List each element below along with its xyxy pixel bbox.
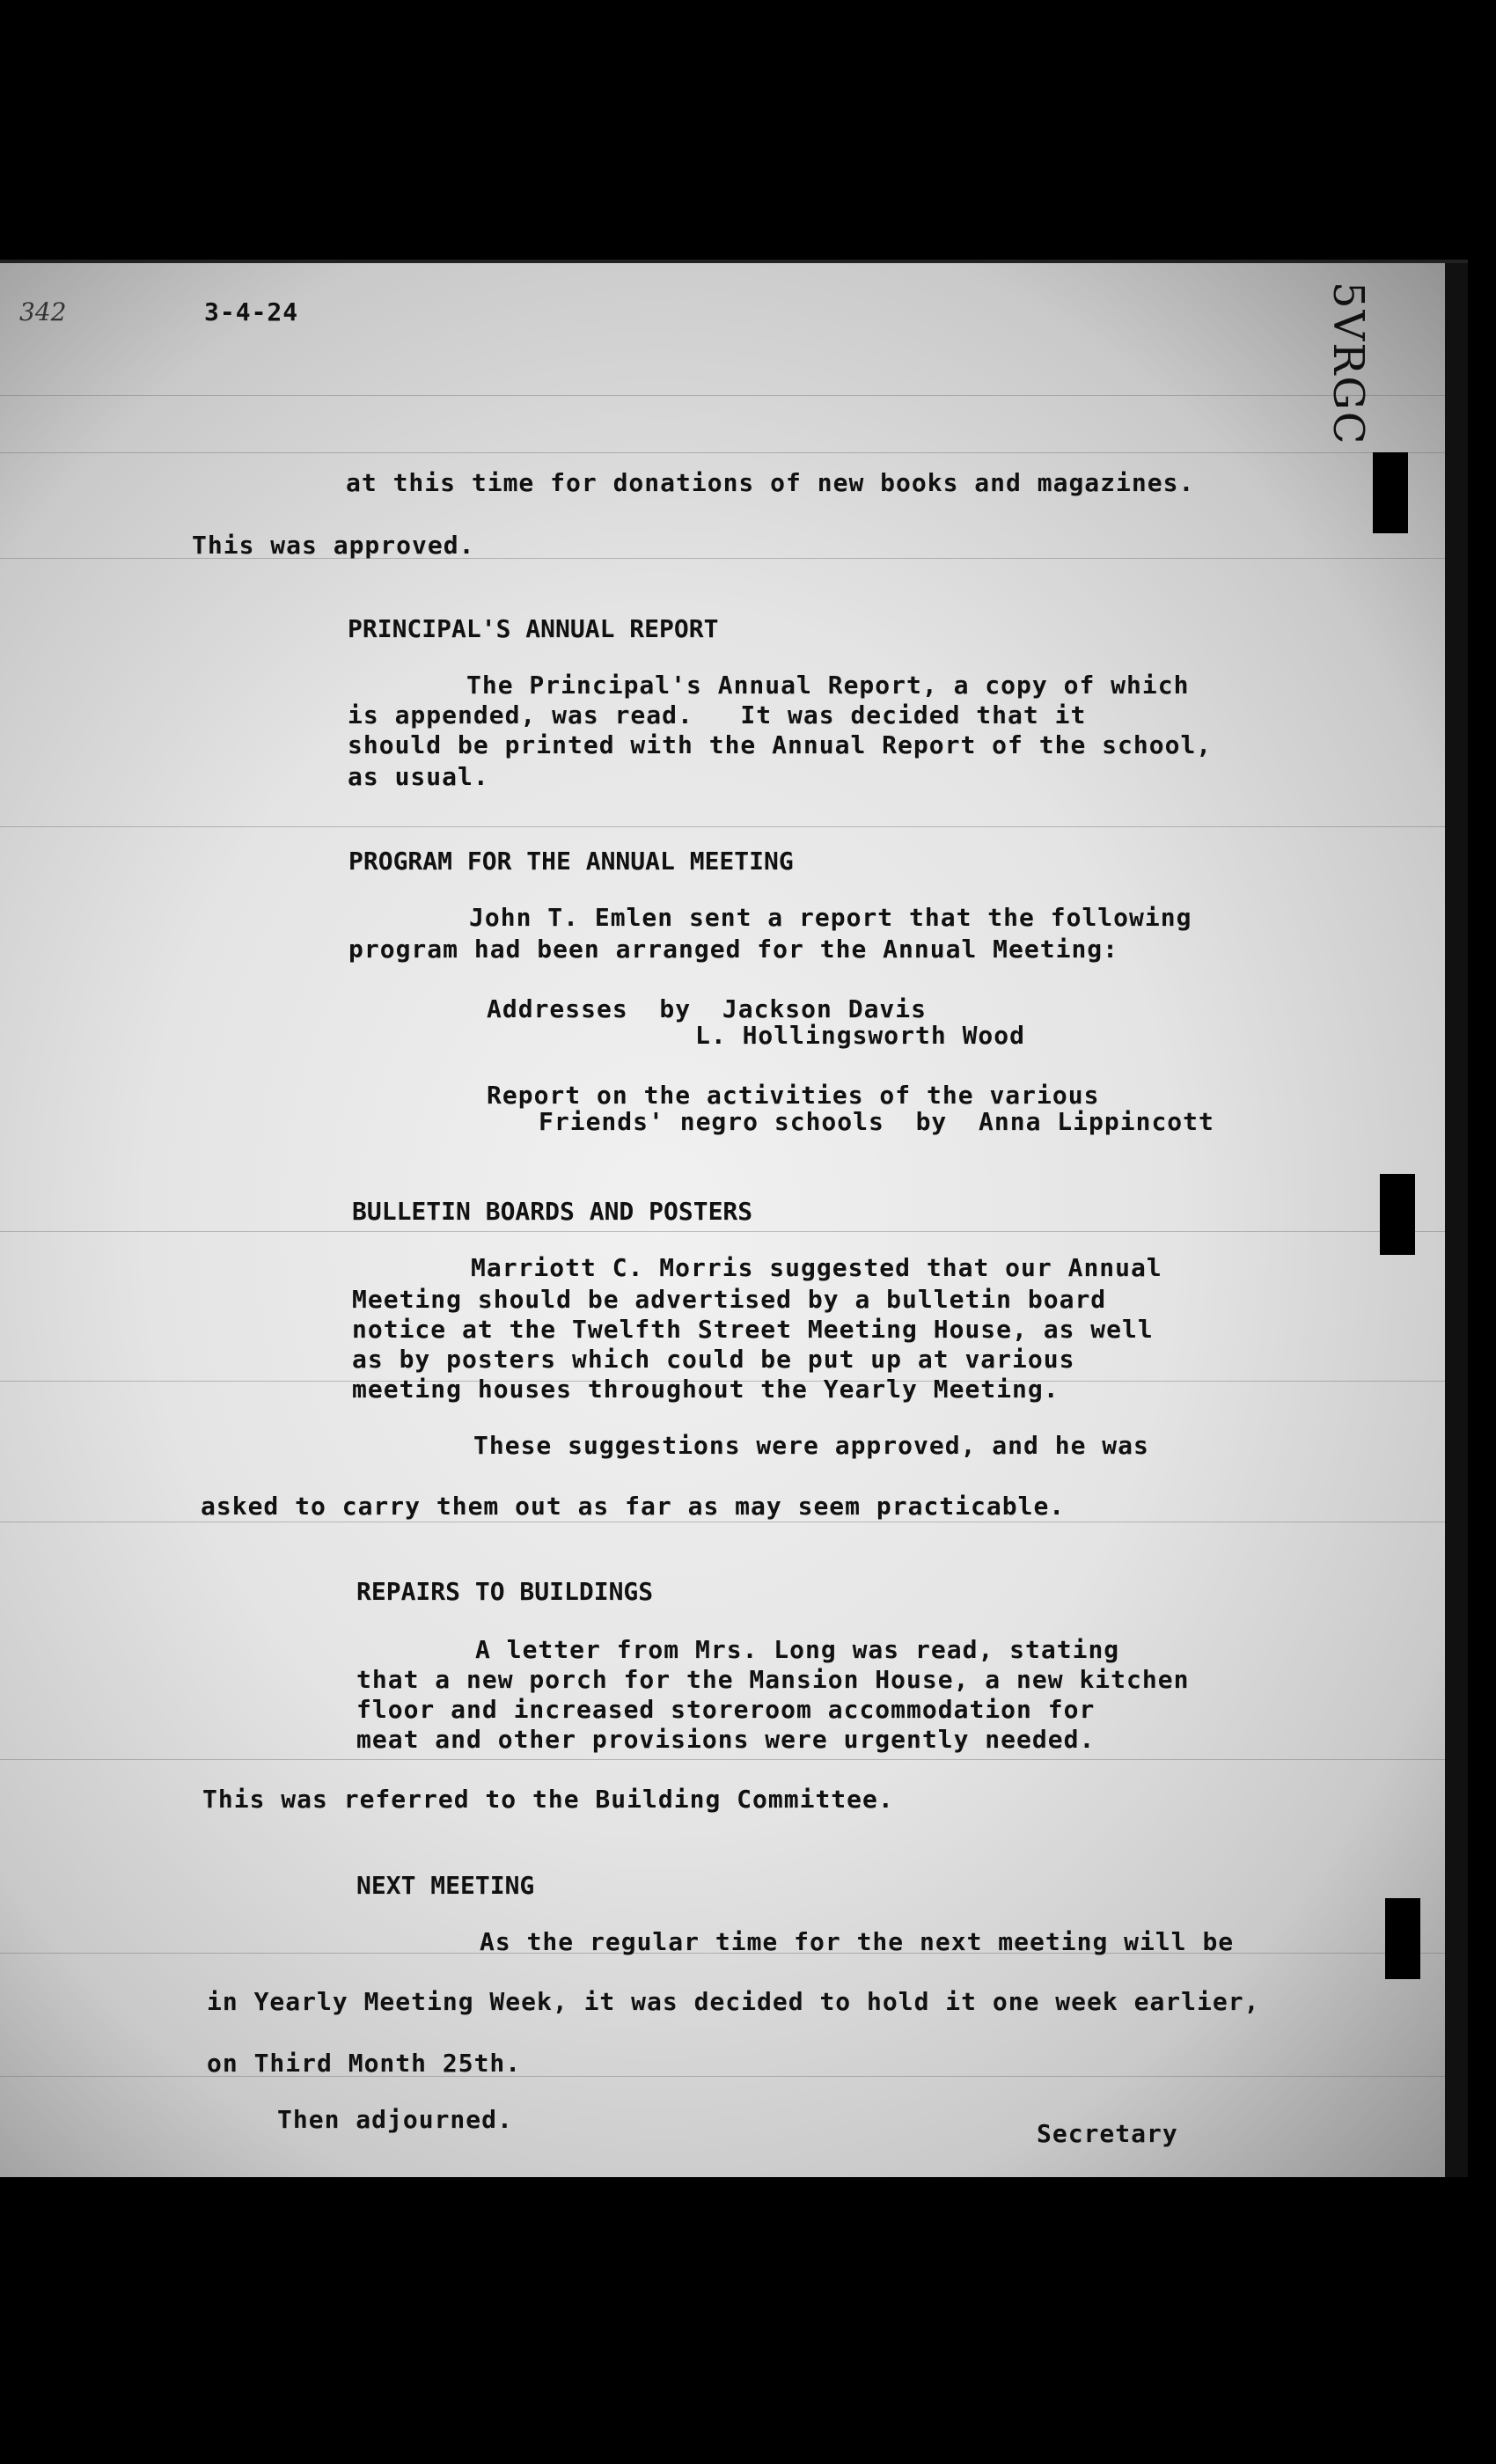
- ledger-rule: [0, 1231, 1468, 1232]
- paragraph-line: as usual.: [348, 762, 489, 791]
- film-marker: [1380, 1174, 1415, 1255]
- section-heading-repairs: REPAIRS TO BUILDINGS: [356, 1577, 654, 1606]
- film-marker: [1373, 452, 1408, 533]
- meeting-date: 3-4-24: [204, 297, 299, 326]
- paragraph-line: is appended, was read. It was decided that it: [348, 700, 1087, 730]
- section-heading-principal: PRINCIPAL'S ANNUAL REPORT: [348, 614, 719, 643]
- paragraph-line: meeting houses throughout the Yearly Meeting.: [352, 1375, 1060, 1404]
- ledger-rule: [0, 1759, 1468, 1760]
- adjourned-line: Then adjourned.: [277, 2105, 513, 2134]
- section-heading-next: NEXT MEETING: [356, 1871, 535, 1900]
- report-line: Friends' negro schools by Anna Lippincott: [539, 1107, 1214, 1136]
- section-heading-program: PROGRAM FOR THE ANNUAL MEETING: [348, 847, 794, 876]
- paragraph-line: as by posters which could be put up at various: [352, 1345, 1075, 1374]
- paragraph-line: As the regular time for the next meeting will be: [480, 1927, 1235, 1956]
- address-line: Addresses by Jackson Davis: [487, 994, 928, 1023]
- secretary-label: Secretary: [1037, 2119, 1178, 2148]
- continuation-line: at this time for donations of new books and magazines.: [346, 468, 1195, 497]
- paragraph-line: notice at the Twelfth Street Meeting House, as well: [352, 1315, 1154, 1344]
- paragraph-line: program had been arranged for the Annual Meeting:: [348, 935, 1119, 964]
- ledger-rule: [0, 826, 1468, 827]
- paragraph-line: These suggestions were approved, and he was: [473, 1431, 1149, 1460]
- paragraph-line: floor and increased storeroom accommodation for: [356, 1695, 1096, 1724]
- paragraph-line: The Principal's Annual Report, a copy of which: [466, 671, 1190, 700]
- paragraph-line: in Yearly Meeting Week, it was decided to hold it one week earlier,: [207, 1987, 1260, 2016]
- film-marker: [1385, 1898, 1420, 1979]
- continuation-line: This was approved.: [192, 531, 475, 560]
- paragraph-line: A letter from Mrs. Long was read, stating: [475, 1635, 1120, 1664]
- paragraph-line: on Third Month 25th.: [207, 2049, 522, 2078]
- paragraph-line: John T. Emlen sent a report that the following: [469, 903, 1192, 932]
- paragraph-line: This was referred to the Building Committee.: [202, 1785, 894, 1814]
- section-heading-bulletin: BULLETIN BOARDS AND POSTERS: [352, 1197, 753, 1226]
- paragraph-line: should be printed with the Annual Report of the school,: [348, 730, 1213, 759]
- page-number-handwritten: 342: [19, 297, 67, 326]
- paragraph-line: Marriott C. Morris suggested that our Annual: [471, 1253, 1162, 1282]
- report-line: Report on the activities of the various: [487, 1081, 1100, 1110]
- film-code-label: 5VRGC: [1324, 282, 1373, 446]
- paragraph-line: meat and other provisions were urgently needed.: [356, 1725, 1096, 1754]
- paragraph-line: that a new porch for the Mansion House, a new kitchen: [356, 1665, 1190, 1694]
- address-line: L. Hollingsworth Wood: [695, 1021, 1026, 1050]
- paragraph-line: asked to carry them out as far as may seem practicable.: [201, 1492, 1066, 1521]
- page-edge-bar: [1445, 263, 1468, 2177]
- ledger-rule: [0, 452, 1468, 453]
- paragraph-line: Meeting should be advertised by a bulletin board: [352, 1285, 1107, 1314]
- ledger-rule: [0, 395, 1468, 396]
